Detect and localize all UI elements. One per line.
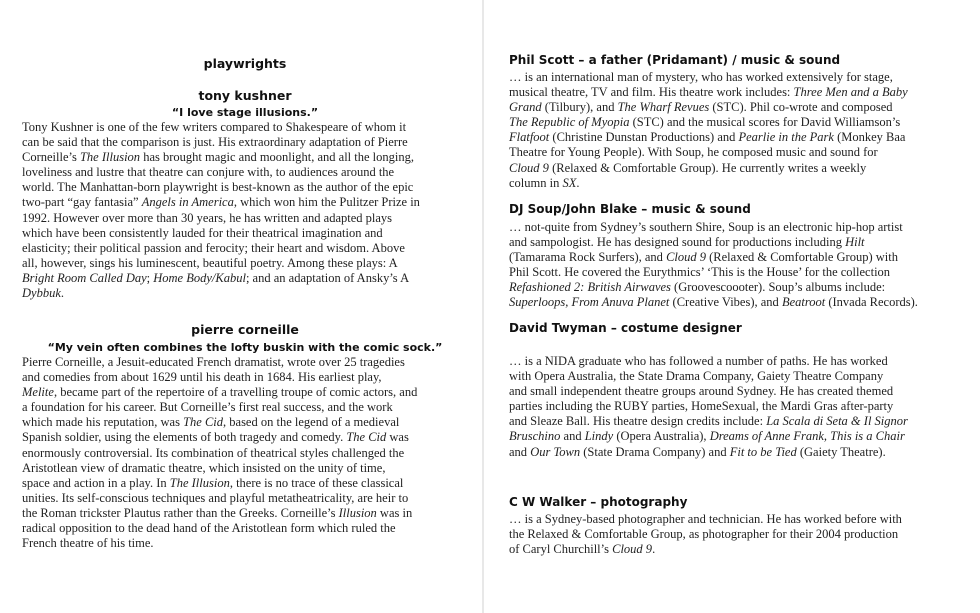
bio-line: of Caryl Churchill’s Cloud 9.: [509, 542, 656, 557]
bio-line: (Tamarama Rock Surfers), and Cloud 9 (Relaxed & Comfortable Group) with: [509, 250, 898, 265]
soup-bio: [509, 220, 957, 311]
bio-line: and sampologist. He has designed sound for productions including Hilt: [509, 235, 865, 250]
bio-line: unities. Its self-conscious techniques and playful metatheatricality, are heir to: [22, 490, 409, 505]
soup-heading: DJ Soup/John Blake – music & sound: [509, 202, 751, 216]
bio-line: which made his reputation, was The Cid, based on the legend of a medieval: [22, 415, 400, 430]
scott-bio: [509, 70, 957, 191]
bio-line: The Republic of Myopia (STC) and the musical scores for David Williamson’s: [509, 115, 901, 130]
bio-line: … is a NIDA graduate who has followed a number of paths. He has worked: [509, 354, 888, 368]
bio-line: … is an international man of mystery, who has worked extensively for stage,: [509, 70, 893, 84]
corneille-name: pierre corneille: [191, 322, 299, 337]
bio-line: … not-quite from Sydney’s southern Shire, Soup is an electronic hip-hop artist: [509, 220, 903, 234]
bio-line: Theatre for Young People). With Soup, he composed music and sound for: [509, 145, 878, 160]
kushner-bio: [22, 120, 468, 301]
bio-line: which have been consistently lauded for their theatrical imagination and: [22, 225, 383, 240]
bio-line: Cloud 9 (Relaxed & Comfortable Group). He currently writes a weekly: [509, 160, 867, 175]
bio-line: Melite, became part of the repertoire of a travelling troupe of comic actors, and: [22, 385, 418, 400]
scott-heading: Phil Scott – a father (Pridamant) / music & sound: [509, 53, 841, 67]
page-gutter: [482, 0, 484, 613]
bio-line: Refashioned 2: British Airwaves (Groovescoooter). Soup’s albums include:: [509, 280, 886, 295]
bio-line: can be said that the comparison is just. His extraordinary adaptation of Pierre: [22, 135, 408, 150]
twyman-heading: David Twyman – costume designer: [509, 321, 742, 335]
bio-line: 1992. However over more than 30 years, he has written and adapted plays: [22, 210, 393, 225]
bio-line: parties including the RUBY parties, HomeSexual, the Mardi Gras after-party: [509, 399, 894, 414]
bio-line: and Our Town (State Drama Company) and Fit to be Tied (Gaiety Theatre).: [509, 444, 886, 459]
bio-line: … is a Sydney-based photographer and technician. He has worked before with: [509, 512, 902, 526]
bio-line: column in SX.: [509, 175, 580, 190]
corneille-quote: “My vein often combines the lofty buskin with the comic sock.”: [47, 341, 443, 354]
bio-line: all, however, sings his luminescent, beautiful poetry. Among these plays: A: [22, 255, 398, 270]
walker-bio: [509, 512, 957, 557]
bio-line: and comedies from about 1629 until his death in 1684. His earliest play,: [22, 370, 382, 385]
bio-line: the Roman trickster Plautus rather than the Greeks. Corneille’s Illusion was in: [22, 505, 413, 520]
bio-line: French theatre of his time.: [22, 536, 154, 551]
twyman-bio: [509, 354, 957, 460]
bio-line: space and action in a play. In The Illusion, there is no trace of these classical: [22, 475, 404, 490]
bio-line: elasticity; their political passion and ferocity; their heart and wisdom. Above: [22, 240, 405, 255]
bio-line: loveliness and lustre that theatre can conjure with, to audiences around the: [22, 165, 395, 180]
bio-line: and Sleaze Ball. His theatre design credits include: La Scala di Seta & Il Signor: [509, 414, 908, 429]
bio-line: Dybbuk.: [22, 286, 64, 301]
bio-line: Grand (Tilbury), and The Wharf Revues (STC). Phil co-wrote and composed: [509, 100, 893, 115]
kushner-quote: “I love stage illusions.”: [171, 106, 319, 119]
bio-line: Spanish soldier, using the elements of both tragedy and comedy. The Cid was: [22, 430, 409, 445]
bio-line: Corneille’s The Illusion has brought magic and moonlight, and all the longing,: [22, 150, 414, 165]
bio-line: Bright Room Called Day; Home Body/Kabul; and an adaptation of Ansky’s A: [22, 270, 410, 285]
bio-line: with Opera Australia, the State Drama Company, Gaiety Theatre Company: [509, 369, 884, 384]
bio-line: Aristotlean view of dramatic theatre, which insisted on the unity of time,: [22, 460, 386, 475]
bio-line: Phil Scott. He covered the Eurythmics’ ‘This is the House’ for the collection: [509, 265, 891, 280]
walker-heading: C W Walker – photography: [509, 495, 688, 509]
bio-line: radical opposition to the dead hand of the Aristotlean form which ruled the: [22, 521, 396, 536]
bio-line: a foundation for his career. But Corneille’s first real success, and the work: [22, 400, 393, 415]
bio-line: Superloops, From Anuva Planet (Creative Vibes), and Beatroot (Invada Records).: [509, 295, 918, 310]
bio-line: Tony Kushner is one of the few writers compared to Shakespeare of whom it: [22, 120, 407, 134]
bio-line: and small independent theatre groups around Sydney. He has created themed: [509, 384, 894, 399]
bio-line: Bruschino and Lindy (Opera Australia), Dreams of Anne Frank, This is a Chair: [509, 429, 905, 444]
bio-line: Pierre Corneille, a Jesuit-educated French dramatist, wrote over 25 tragedies: [22, 355, 405, 369]
bio-line: Flatfoot (Christine Dunstan Productions) and Pearlie in the Park (Monkey Baa: [509, 130, 906, 145]
bio-line: two-part “gay fantasia” Angels in America, which won him the Pulitzer Prize in: [22, 195, 420, 210]
bio-line: the Relaxed & Comfortable Group, as photographer for their 2004 production: [509, 527, 899, 542]
corneille-bio: [22, 355, 468, 551]
kushner-name: tony kushner: [198, 88, 292, 103]
bio-line: musical theatre, TV and film. His theatre work includes: Three Men and a Baby: [509, 85, 908, 100]
bio-line: world. The Manhattan-born playwright is best-known as the author of the epic: [22, 180, 414, 195]
section-title: playwrights: [203, 56, 287, 71]
bio-line: enormously controversial. Its combination of theatrical styles challenged the: [22, 445, 405, 460]
